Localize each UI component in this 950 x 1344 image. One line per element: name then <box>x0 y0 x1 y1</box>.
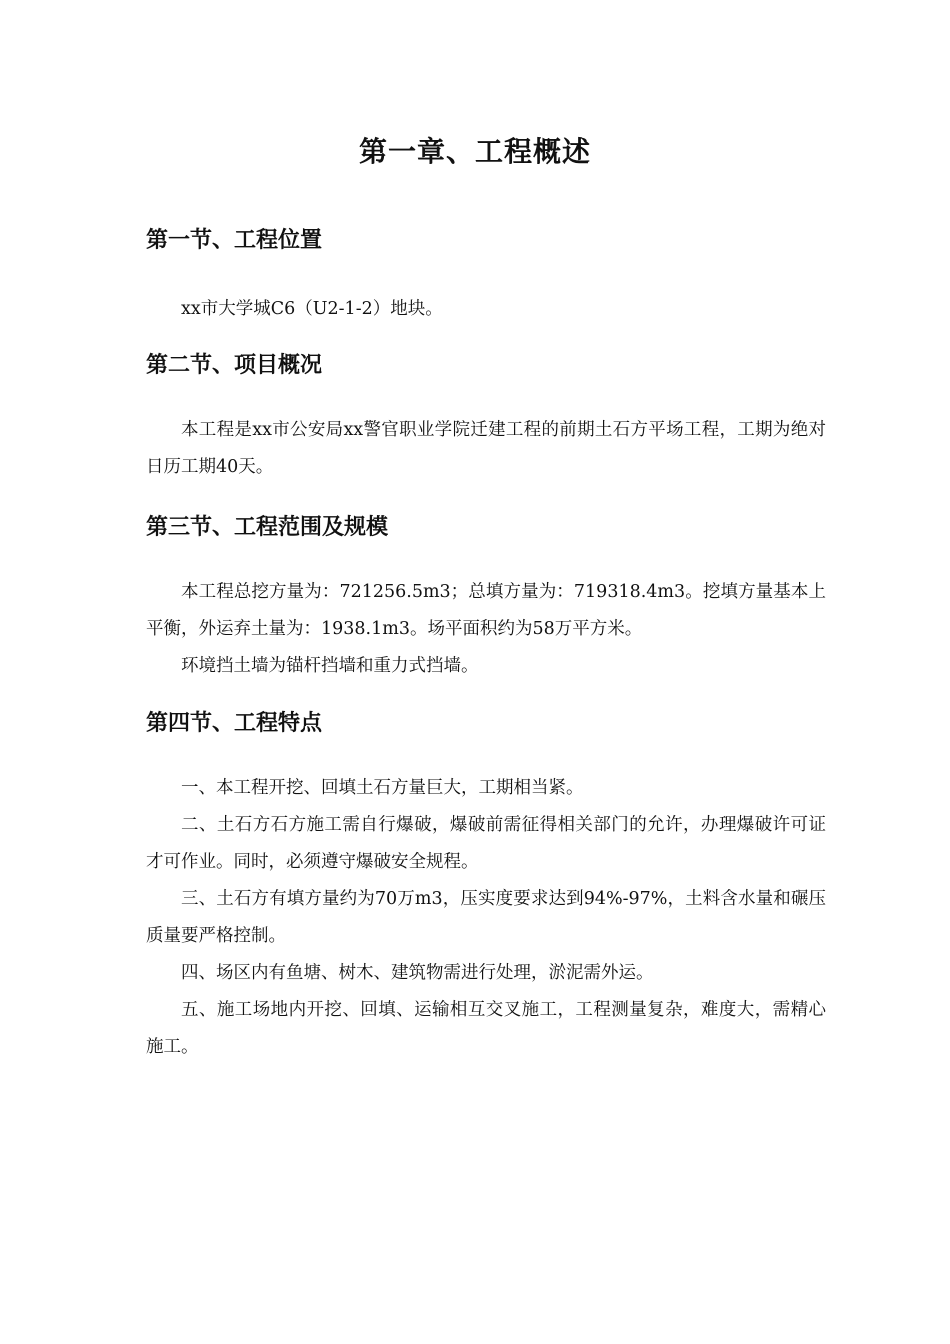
paragraph: 四、场区内有鱼塘、树木、建筑物需进行处理，淤泥需外运。 <box>181 963 654 983</box>
paragraph: 一、本工程开挖、回填土石方量巨大，工期相当紧。 <box>181 778 584 798</box>
section-heading: 第三节、工程范围及规模 <box>146 515 389 540</box>
paragraph: 三、土石方有填方量约为70万m3，压实度要求达到94%-97%，土料含水量和碾压质量要严格控制。 <box>146 889 826 946</box>
section-heading: 第一节、工程位置 <box>146 228 323 253</box>
section-location <box>146 224 826 328</box>
section-heading: 第四节、工程特点 <box>146 711 323 736</box>
section-overview <box>146 349 826 486</box>
chapter-title: 第一章、工程概述 <box>358 135 591 168</box>
section-features <box>146 707 826 1066</box>
section-scope <box>146 511 826 685</box>
paragraph: 本工程总挖方量为：721256.5m3；总填方量为：719318.4m3。挖填方量基本上平衡，外运弃土量为：1938.1m3。场平面积约为58万平方米。 <box>146 582 826 639</box>
paragraph: 五、施工场地内开挖、回填、运输相互交叉施工，工程测量复杂，难度大，需精心施工。 <box>146 1000 826 1057</box>
paragraph: 环境挡土墙为锚杆挡墙和重力式挡墙。 <box>181 656 479 676</box>
paragraph: xx市大学城C6（U2-1-2）地块。 <box>181 299 443 319</box>
section-heading: 第二节、项目概况 <box>146 353 323 378</box>
paragraph: 二、土石方石方施工需自行爆破，爆破前需征得相关部门的允许，办理爆破许可证才可作业。同时，必须遵守爆破安全规程。 <box>146 815 826 872</box>
paragraph: 本工程是xx市公安局xx警官职业学院迁建工程的前期土石方平场工程，工期为绝对日历工期40天。 <box>146 420 826 477</box>
